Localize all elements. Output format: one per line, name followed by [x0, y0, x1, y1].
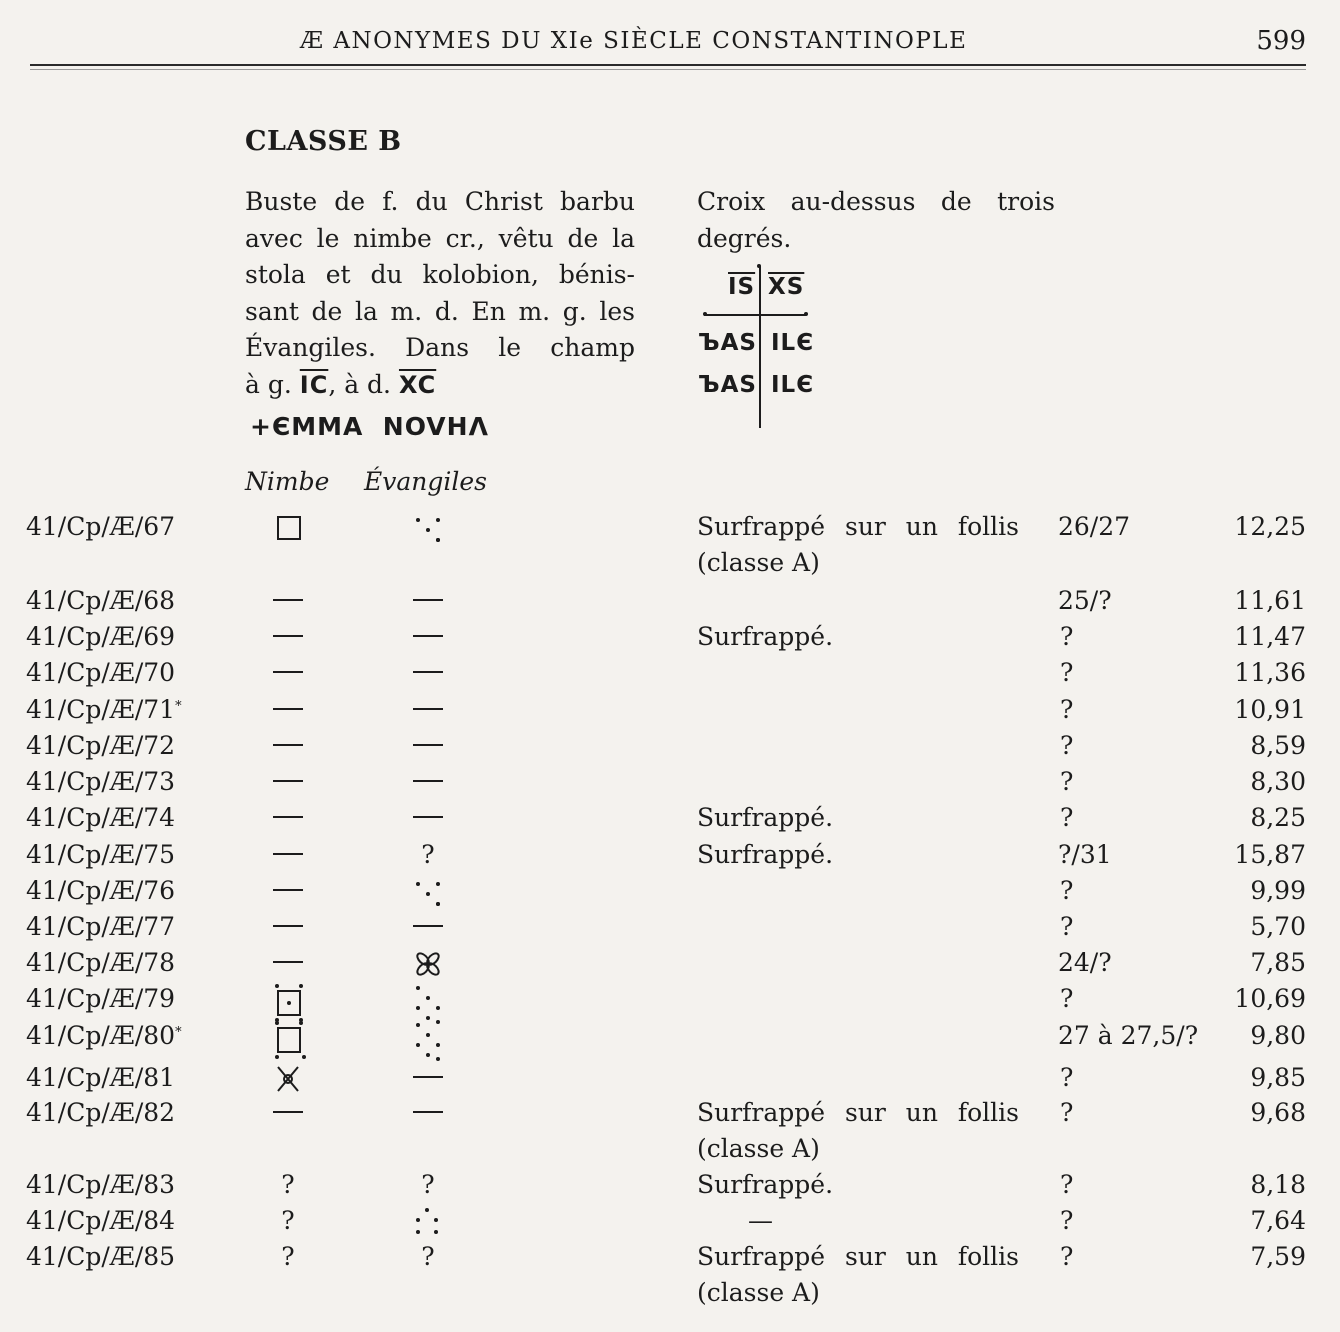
table-row: [0, 948, 1340, 984]
catalogue-number-text: 41/Cp/Æ/84: [26, 1206, 176, 1235]
illustrated-marker: *: [175, 1025, 182, 1040]
evangiles-cell: [398, 803, 458, 832]
reverse-line: Croix au-dessus de trois: [697, 187, 1055, 216]
dash-mark: [273, 853, 303, 855]
evangiles-cell: [398, 948, 458, 980]
evangiles-cell: [398, 876, 458, 908]
remark: Surfrappé.: [697, 840, 834, 869]
weight: 8,18: [1250, 1170, 1306, 1199]
table-row: [0, 912, 1340, 948]
evangiles-cell: [398, 695, 458, 724]
column-header-nimbe: Nimbe: [245, 467, 330, 496]
catalogue-number-text: 41/Cp/Æ/71: [26, 695, 176, 724]
cross-inscription-right: ILЄ: [771, 372, 815, 398]
nimbe-cell: [258, 1098, 318, 1127]
nimbe-cell: [258, 767, 318, 796]
nimbe-cell: ?: [281, 1242, 295, 1271]
diameter: ?: [1060, 912, 1074, 941]
cross-vertical-bar: [759, 266, 761, 428]
nimbe-cell: [258, 984, 318, 1024]
legend-inscription: +ЄMMA NOVHΛ: [250, 412, 489, 441]
diameter: ?: [1060, 1206, 1074, 1235]
cross-dot: [804, 312, 808, 316]
diameter: ?: [1060, 1170, 1074, 1199]
weight: 10,69: [1234, 984, 1306, 1013]
table-row: [0, 840, 1340, 876]
diameter: ?: [1060, 984, 1074, 1013]
cross-horizontal-bar: [704, 314, 806, 316]
remark-continuation: (classe A): [697, 1134, 820, 1163]
catalogue-number-text: 41/Cp/Æ/74: [26, 803, 176, 832]
cross-dot: [703, 312, 707, 316]
remark-continuation: (classe A): [697, 548, 820, 577]
nimbe-cell: [258, 912, 318, 941]
remark-continuation: (classe A): [697, 1278, 820, 1307]
dash-mark: [413, 1076, 443, 1078]
evangiles-cell: [398, 586, 458, 615]
catalogue-number: [26, 984, 175, 1013]
weight: 9,99: [1250, 876, 1306, 905]
weight: 11,36: [1234, 658, 1306, 687]
diameter: 27 à 27,5/?: [1058, 1021, 1199, 1050]
catalogue-number: [26, 622, 175, 651]
table-row: [0, 1242, 1340, 1307]
cross-inscription-right: ILЄ: [771, 330, 815, 356]
dash-mark: [273, 1111, 303, 1113]
catalogue-number: [26, 1063, 175, 1092]
diameter: ?: [1060, 803, 1074, 832]
catalogue-number: [26, 1242, 175, 1271]
table-row: [0, 658, 1340, 694]
nimbe-cell: [258, 512, 318, 544]
catalogue-number-text: 41/Cp/Æ/70: [26, 658, 176, 687]
weight: 11,47: [1234, 622, 1306, 651]
nimbe-cell: [258, 948, 318, 977]
dash-mark: [413, 1111, 443, 1113]
table-row: [0, 1098, 1340, 1163]
nimbe-cell: [258, 731, 318, 760]
nimbe-cell: [258, 803, 318, 832]
diameter: ?: [1060, 731, 1074, 760]
nimbe-cell: [258, 1021, 318, 1061]
evangiles-cell: ?: [421, 1242, 435, 1271]
header-rule-thin: [30, 69, 1306, 70]
remark: Surfrappé.: [697, 622, 834, 651]
cross-ic-label: $\overline{IS}$: [728, 274, 756, 300]
catalogue-number: [26, 658, 175, 687]
obverse-line: stola et du kolobion, bénis-: [245, 260, 635, 289]
diameter: 26/27: [1058, 512, 1131, 541]
dash-mark: [413, 816, 443, 818]
diameter: ?: [1060, 876, 1074, 905]
dash-mark: [413, 599, 443, 601]
table-row: [0, 984, 1340, 1020]
table-row: [0, 803, 1340, 839]
field-left-prefix: à g.: [245, 369, 292, 399]
catalogue-number: [26, 731, 175, 760]
table-row: [0, 512, 1340, 577]
page-number: 599: [1256, 26, 1306, 56]
nimbe-cell: [258, 695, 318, 724]
catalogue-number: [26, 512, 175, 541]
weight: 7,85: [1250, 948, 1306, 977]
cross-dot: [757, 264, 761, 268]
weight: 8,59: [1250, 731, 1306, 760]
weight: 7,64: [1250, 1206, 1306, 1235]
cross-xc-label: $\overline{XS}$: [768, 274, 805, 300]
nimbe-cell: ?: [281, 1170, 295, 1199]
dash-mark: [273, 961, 303, 963]
diameter: ?: [1060, 622, 1074, 651]
table-row: [0, 1063, 1340, 1099]
nimbe-cell: [258, 1063, 318, 1095]
evangiles-cell: [398, 1098, 458, 1127]
catalogue-number-text: 41/Cp/Æ/77: [26, 912, 176, 941]
table-row: [0, 1170, 1340, 1206]
x-circle-icon: [272, 1063, 304, 1095]
evangiles-cell: [398, 622, 458, 651]
weight: 8,30: [1250, 767, 1306, 796]
nimbe-cell: [258, 876, 318, 905]
dash-mark: [273, 780, 303, 782]
catalogue-number-text: 41/Cp/Æ/83: [26, 1170, 176, 1199]
evangiles-cell: [398, 912, 458, 941]
dash-mark: [273, 744, 303, 746]
catalogue-number: [26, 767, 175, 796]
evangiles-cell: [398, 767, 458, 796]
reverse-line: degrés.: [697, 223, 792, 253]
catalogue-number: [26, 1021, 182, 1050]
weight: 9,85: [1250, 1063, 1306, 1092]
dash-mark: [273, 816, 303, 818]
catalogue-number-text: 41/Cp/Æ/68: [26, 586, 176, 615]
catalogue-number: [26, 695, 182, 724]
four-dots-icon: [412, 876, 444, 908]
table-row: [0, 767, 1340, 803]
diameter: ?: [1060, 1063, 1074, 1092]
obverse-line: Buste de f. du Christ barbu: [245, 187, 635, 216]
obverse-line-last: [245, 367, 635, 404]
dash-mark: [273, 889, 303, 891]
evangiles-cell: ?: [421, 840, 435, 869]
evangiles-cell: [398, 1063, 458, 1092]
evangiles-cell: [398, 512, 458, 544]
dash-mark: [413, 708, 443, 710]
dash-mark: [413, 671, 443, 673]
catalogue-number-text: 41/Cp/Æ/85: [26, 1242, 176, 1271]
nimbe-cell: [258, 658, 318, 687]
reverse-description: [697, 184, 1057, 257]
evangiles-cell: [398, 731, 458, 760]
dotted-square-icon: [272, 984, 304, 1024]
table-row: [0, 876, 1340, 912]
evangiles-cell: [398, 658, 458, 687]
catalogue-number-text: 41/Cp/Æ/73: [26, 767, 176, 796]
catalogue-number-text: 41/Cp/Æ/72: [26, 731, 176, 760]
catalogue-number: [26, 1206, 175, 1235]
evangiles-cell: [398, 1206, 458, 1238]
weight: 10,91: [1234, 695, 1306, 724]
catalogue-number-text: 41/Cp/Æ/82: [26, 1098, 176, 1127]
dash-mark: [273, 635, 303, 637]
remark: —: [748, 1206, 773, 1235]
weight: 11,61: [1234, 586, 1306, 615]
obverse-line: sant de la m. d. En m. g. les: [245, 296, 635, 326]
table-row: [0, 695, 1340, 731]
dash-mark: [273, 708, 303, 710]
diameter: 25/?: [1058, 586, 1112, 615]
catalogue-number: [26, 840, 175, 869]
catalogue-number-text: 41/Cp/Æ/75: [26, 840, 176, 869]
obverse-line: Évangiles. Dans le champ: [245, 333, 635, 362]
section-heading: CLASSE B: [245, 126, 402, 157]
catalogue-number: [26, 1170, 175, 1199]
remark: Surfrappé.: [697, 1170, 834, 1199]
weight: 15,87: [1234, 840, 1306, 869]
catalogue-number-text: 41/Cp/Æ/79: [26, 984, 176, 1013]
ic-monogram: $\overline{IC}$: [299, 370, 329, 399]
evangiles-cell: [398, 1021, 458, 1061]
running-header: Æ ANONYMES DU XIe SIÈCLE CONSTANTINOPLE: [300, 28, 968, 54]
nimbe-cell: ?: [281, 1206, 295, 1235]
six-dots-icon: [412, 984, 444, 1024]
six-dots-icon: [412, 1021, 444, 1061]
nimbe-cell: [258, 622, 318, 651]
catalogue-number: [26, 876, 175, 905]
header-rule: [30, 64, 1306, 66]
quatrefoil-icon: [412, 948, 444, 980]
weight: 7,59: [1250, 1242, 1306, 1271]
table-row: [0, 1206, 1340, 1242]
dash-mark: [273, 671, 303, 673]
weight: 9,68: [1250, 1098, 1306, 1127]
nimbe-cell: [258, 586, 318, 615]
catalogue-number-text: 41/Cp/Æ/80: [26, 1021, 176, 1050]
dash-mark: [273, 599, 303, 601]
column-header-evangiles: Évangiles: [364, 467, 487, 496]
five-dots-icon: [412, 1206, 444, 1238]
evangiles-cell: [398, 984, 458, 1024]
dash-mark: [273, 925, 303, 927]
diameter: ?: [1060, 767, 1074, 796]
table-row: [0, 586, 1340, 622]
xc-monogram: $\overline{XC}$: [398, 370, 437, 399]
catalogue-number: [26, 803, 175, 832]
dash-mark: [413, 635, 443, 637]
table-row: [0, 622, 1340, 658]
weight: 5,70: [1250, 912, 1306, 941]
catalogue-number-text: 41/Cp/Æ/69: [26, 622, 176, 651]
dash-mark: [413, 744, 443, 746]
catalogue-number: [26, 586, 175, 615]
diameter: ?: [1060, 1242, 1074, 1271]
remark: Surfrappé.: [697, 803, 834, 832]
catalogue-number: [26, 912, 175, 941]
cross-inscription-left: ЪAS: [698, 330, 757, 356]
field-right-prefix: , à d.: [328, 369, 392, 399]
diameter: ?: [1060, 695, 1074, 724]
diameter: ?: [1060, 1098, 1074, 1127]
remark: Surfrappé sur un follis: [697, 1098, 1019, 1127]
dash-mark: [413, 925, 443, 927]
cross-inscription-left: ЪAS: [698, 372, 757, 398]
weight: 12,25: [1234, 512, 1306, 541]
table-row: [0, 731, 1340, 767]
diameter: 24/?: [1058, 948, 1112, 977]
square-corner-dots-icon: [272, 1021, 304, 1061]
catalogue-number-text: 41/Cp/Æ/67: [26, 512, 176, 541]
catalogue-number-text: 41/Cp/Æ/81: [26, 1063, 176, 1092]
catalogue-number: [26, 948, 175, 977]
obverse-description: [245, 184, 635, 403]
diameter: ?: [1060, 658, 1074, 687]
evangiles-cell: ?: [421, 1170, 435, 1199]
table-row: [0, 1021, 1340, 1057]
remark: Surfrappé sur un follis: [697, 1242, 1019, 1271]
remark: Surfrappé sur un follis: [697, 512, 1019, 541]
catalogue-number-text: 41/Cp/Æ/76: [26, 876, 176, 905]
square-icon: [272, 512, 304, 544]
illustrated-marker: *: [175, 699, 182, 714]
weight: 9,80: [1250, 1021, 1306, 1050]
nimbe-cell: [258, 840, 318, 869]
four-dots-icon: [412, 512, 444, 544]
diameter: ?/31: [1058, 840, 1112, 869]
catalogue-number: [26, 1098, 175, 1127]
weight: 8,25: [1250, 803, 1306, 832]
catalogue-number-text: 41/Cp/Æ/78: [26, 948, 176, 977]
obverse-line: avec le nimbe cr., vêtu de la: [245, 223, 635, 253]
dash-mark: [413, 780, 443, 782]
